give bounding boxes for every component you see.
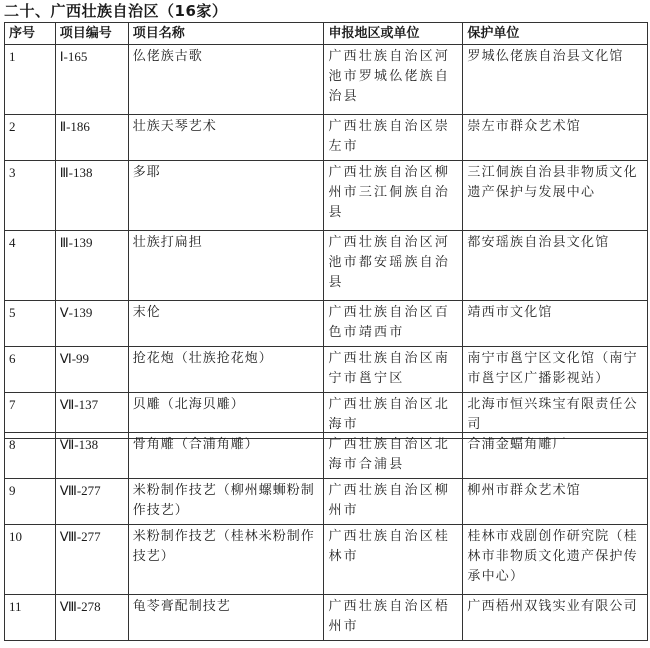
cell-unit: 广西梧州双钱实业有限公司 <box>463 595 648 641</box>
cell-code: Ⅷ-277 <box>55 479 128 525</box>
cell-unit: 北海市恒兴珠宝有限责任公司 <box>463 393 648 439</box>
header-code: 项目编号 <box>55 23 128 45</box>
cell-name: 壮族天琴艺术 <box>128 115 324 161</box>
cell-name: 龟苓膏配制技艺 <box>128 595 324 641</box>
cell-code: Ⅷ-278 <box>55 595 128 641</box>
cell-unit: 南宁市邕宁区文化馆（南宁市邕宁区广播影视站） <box>463 347 648 393</box>
cell-region: 广西壮族自治区柳州市三江侗族自治县 <box>324 161 463 231</box>
table-row <box>5 595 648 641</box>
cell-code: Ⅶ-138 <box>55 433 128 479</box>
table-row <box>5 161 648 231</box>
table-header-row <box>5 23 648 45</box>
cell-name: 骨角雕（合浦角雕） <box>128 433 324 479</box>
table-row <box>5 479 648 525</box>
cell-code: Ⅱ-186 <box>55 115 128 161</box>
table-row <box>5 301 648 347</box>
cell-name: 多耶 <box>128 161 324 231</box>
cell-code: Ⅲ-139 <box>55 231 128 301</box>
table-row <box>5 45 648 115</box>
heritage-table <box>4 22 648 439</box>
cell-name: 贝雕（北海贝雕） <box>128 393 324 439</box>
cell-code: Ⅰ-165 <box>55 45 128 115</box>
cell-region: 广西壮族自治区河池市都安瑶族自治县 <box>324 231 463 301</box>
cell-seq: 9 <box>5 479 56 525</box>
cell-region: 广西壮族自治区北海市 <box>324 393 463 439</box>
cell-seq: 7 <box>5 393 56 439</box>
cell-seq: 5 <box>5 301 56 347</box>
cell-unit: 都安瑶族自治县文化馆 <box>463 231 648 301</box>
cell-name: 末伦 <box>128 301 324 347</box>
cell-code: Ⅶ-137 <box>55 393 128 439</box>
cell-name: 抢花炮（壮族抢花炮） <box>128 347 324 393</box>
cell-code: Ⅵ-99 <box>55 347 128 393</box>
header-name: 项目名称 <box>128 23 324 45</box>
cell-code: Ⅴ-139 <box>55 301 128 347</box>
cell-unit: 罗城仫佬族自治县文化馆 <box>463 45 648 115</box>
cell-name: 仫佬族古歌 <box>128 45 324 115</box>
cell-unit: 柳州市群众艺术馆 <box>463 479 648 525</box>
table-row <box>5 115 648 161</box>
cell-region: 广西壮族自治区梧州市 <box>324 595 463 641</box>
cell-unit: 合浦金蝠角雕厂 <box>463 433 648 479</box>
cell-name: 米粉制作技艺（柳州螺蛳粉制作技艺） <box>128 479 324 525</box>
header-region: 申报地区或单位 <box>324 23 463 45</box>
cell-name: 米粉制作技艺（桂林米粉制作技艺） <box>128 525 324 595</box>
cell-unit: 靖西市文化馆 <box>463 301 648 347</box>
cell-code: Ⅷ-277 <box>55 525 128 595</box>
table-row <box>5 347 648 393</box>
table-row <box>5 525 648 595</box>
cell-seq: 3 <box>5 161 56 231</box>
cell-region: 广西壮族自治区桂林市 <box>324 525 463 595</box>
table-row <box>5 231 648 301</box>
cell-seq: 2 <box>5 115 56 161</box>
cell-region: 广西壮族自治区南宁市邕宁区 <box>324 347 463 393</box>
cell-unit: 崇左市群众艺术馆 <box>463 115 648 161</box>
cell-code: Ⅲ-138 <box>55 161 128 231</box>
cell-seq: 1 <box>5 45 56 115</box>
table-row <box>5 433 648 479</box>
cell-region: 广西壮族自治区崇左市 <box>324 115 463 161</box>
cell-seq: 4 <box>5 231 56 301</box>
header-seq: 序号 <box>5 23 56 45</box>
cell-seq: 6 <box>5 347 56 393</box>
cell-seq: 10 <box>5 525 56 595</box>
header-unit: 保护单位 <box>463 23 648 45</box>
cell-unit: 桂林市戏剧创作研究院（桂林市非物质文化遗产保护传承中心） <box>463 525 648 595</box>
cell-unit: 三江侗族自治县非物质文化遗产保护与发展中心 <box>463 161 648 231</box>
cell-region: 广西壮族自治区百色市靖西市 <box>324 301 463 347</box>
cell-region: 广西壮族自治区柳州市 <box>324 479 463 525</box>
heritage-table-continued <box>4 432 648 641</box>
cell-seq: 8 <box>5 433 56 479</box>
cell-seq: 11 <box>5 595 56 641</box>
page-title: 二十、广西壮族自治区（16家） <box>4 2 228 20</box>
cell-region: 广西壮族自治区河池市罗城仫佬族自治县 <box>324 45 463 115</box>
cell-name: 壮族打扁担 <box>128 231 324 301</box>
cell-region: 广西壮族自治区北海市合浦县 <box>324 433 463 479</box>
